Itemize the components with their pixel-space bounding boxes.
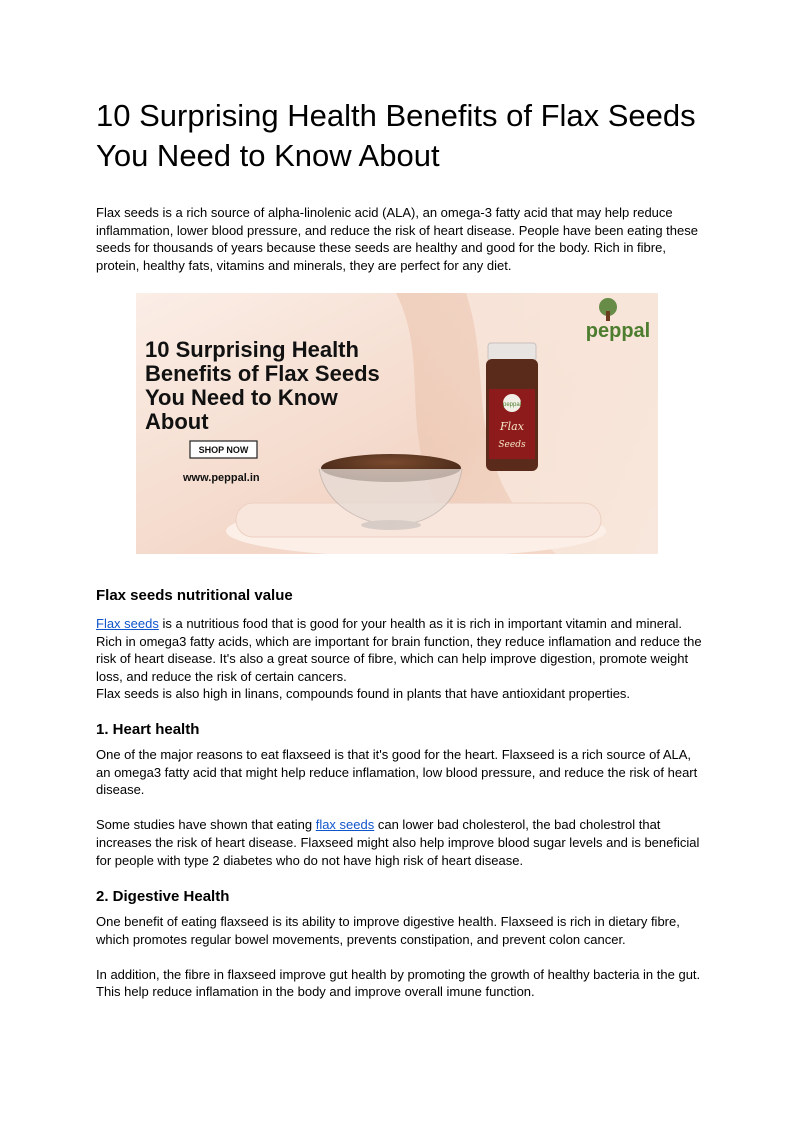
flax-seeds-link-2[interactable]: flax seeds (315, 817, 375, 833)
banner-url: www.peppal.in (183, 472, 260, 484)
heart-paragraph-2 (96, 816, 706, 869)
page-title: 10 Surprising Health Benefits of Flax Seeds You Need to Know About (96, 98, 696, 173)
shop-now-label: SHOP NOW (198, 445, 249, 455)
nutrition-paragraph (96, 615, 706, 685)
heart-text-before: Some studies have shown that eating (96, 817, 316, 833)
digestive-paragraph-2: In addition, the fibre in flaxseed improve gut health by promoting the growth of healthy bacteria in the gut. This help reduce inflamation in the body and improve overall imune function. (96, 966, 701, 1000)
section-nutritional-value (96, 586, 706, 703)
banner-headline-line-1: 10 Surprising Health (145, 337, 359, 362)
brand-name: peppal (585, 320, 651, 342)
banner-headline-line-3: You Need to Know (145, 385, 338, 410)
section-heading: 1. Heart health (96, 721, 200, 738)
section-heading: Flax seeds nutritional value (96, 587, 293, 604)
intro-paragraph: Flax seeds is a rich source of alpha-linolenic acid (ALA), an omega-3 fatty acid that may help reduce inflammation, lower blood pressure, and reduce the risk of heart disease. People have been eating these seeds for thousands of years because these seeds are healthy and good for the body. Rich in fibre, protein, healthy fats, vitamins and minerals, they are perfect for any diet. (96, 205, 698, 273)
heart-text-after: can lower bad cholesterol, the bad cholestrol that increases the risk of heart disease. Flaxseed might also help improve blood sugar levels and is beneficial for people with type 2 diabetes who do not have high risk of heart disease. (96, 817, 700, 868)
section-digestive-health (96, 887, 706, 1001)
digestive-paragraph-1: One benefit of eating flaxseed is its ability to improve digestive health. Flaxseed is rich in dietary fibre, which promotes regular bowel movements, prevents constipation, and prevent colon cancer. (96, 914, 680, 947)
flax-seeds-link[interactable]: Flax seeds (96, 616, 159, 631)
hero-banner-image[interactable] (136, 293, 658, 554)
jar-label-line-1: Flax (500, 420, 524, 433)
heart-paragraph-1: One of the major reasons to eat flaxseed is that it's good for the heart. Flaxseed is a rich source of ALA, an omega3 fatty acid that might help reduce inflamation, low blood pressure, and reduce the risk of heart disease. (96, 747, 698, 798)
banner-headline-line-2: Benefits of Flax Seeds (145, 361, 380, 386)
section-heading: 2. Digestive Health (96, 888, 230, 905)
jar-label-line-2: Seeds (498, 440, 526, 450)
nutrition-paragraph-2: Flax seeds is also high in linans, compounds found in plants that have antioxidant properties. (96, 686, 631, 702)
nutrition-text: is a nutritious food that is good for your health as it is rich in important vitamin and mineral. Rich in omega3 fatty acids, which are important for brain function, they reduce inflamation and reduce the risk of heart disease. It's also a great source of fibre, which can help improve digestion, promote weight loss, and reduce the risk of certain cancers. (96, 616, 702, 684)
banner-headline-line-4: About (145, 409, 209, 434)
section-heart-health (96, 720, 706, 869)
banner-graphic (136, 293, 658, 554)
jar-logo-text: peppal (502, 402, 522, 408)
